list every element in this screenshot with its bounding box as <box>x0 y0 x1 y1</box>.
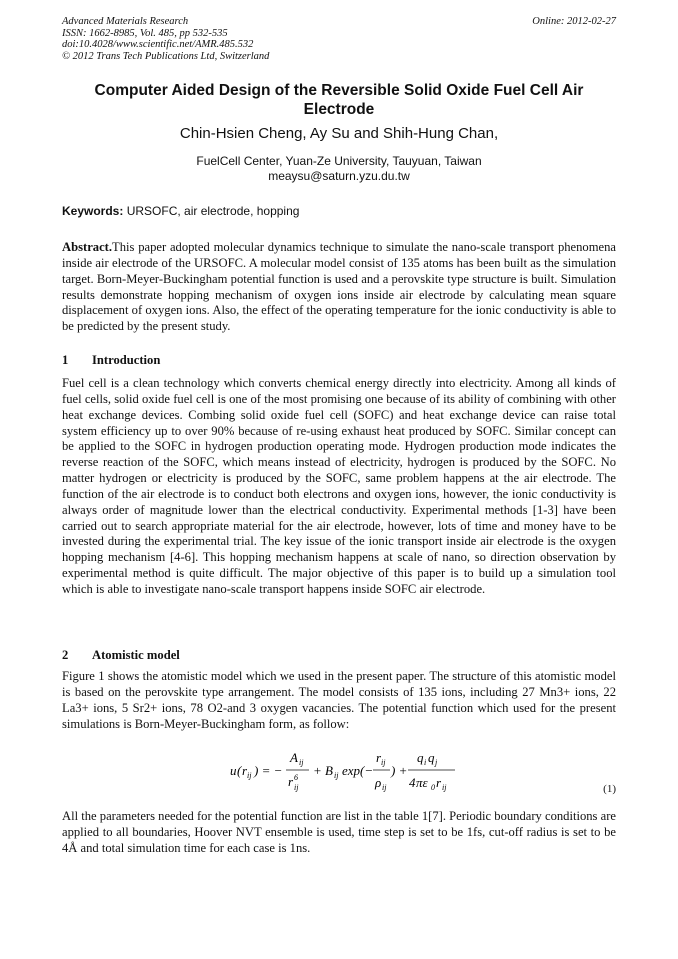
svg-text:ij: ij <box>442 783 447 792</box>
abstract-text: This paper adopted molecular dynamics technique to simulate the nano-scale transport phenomena inside air electrode of the URSOFC. A molecular model consist of 135 atoms has been built as the simulation target. Born-Meyer-Buckingham potential function is used and a perovskite type structure is built. Simulation results demonstrate hopping mechanism of oxygen ions inside air electrode by calculating mean square displacement of oxygen ions. Also, the effect of the operating temperature for the ionic conductivity is able to be predicted by the present study. <box>62 240 616 334</box>
section-title: Atomistic model <box>92 648 180 662</box>
paper-title: Computer Aided Design of the Reversible Solid Oxide Fuel Cell Air Electrode <box>94 82 584 118</box>
svg-text:ρ: ρ <box>375 775 382 790</box>
journal-header <box>62 16 616 62</box>
svg-text:r: r <box>242 763 248 778</box>
section-heading-introduction <box>62 353 160 368</box>
svg-text:q: q <box>428 750 435 765</box>
svg-text:ij: ij <box>381 758 386 767</box>
svg-text:+: + <box>313 763 322 778</box>
svg-text:r: r <box>376 750 382 765</box>
svg-text:ij: ij <box>334 771 339 780</box>
svg-text:B: B <box>325 763 333 778</box>
potential-equation <box>230 748 460 794</box>
introduction-body: Fuel cell is a clean technology which converts chemical energy directly into electricity. Among all kinds of fuel cells, solid oxide fuel cell is one of the most promising one because of its ability of combining with other heat exchange devices. Combing solid oxide fuel cell (SOFC) and heat exchange device can raise total system efficiency up to over 90% because of re-using exhaust heat produced by SOFC. Similar concept can be applied to the SOFC in hydrogen production operating mode. Hydrogen production mode indicates the reverse reaction of the SOFC, which means instead of electricity, hydrogen is produced by the SOFC. No matter hydrogen or electricity is produced by the SOFC, same problem happens at the air electrode. The function of the air electrode is to conduct both electrons and oxygen ions, however, the ionic conductivity is always order of magnitude lower than the electrical conductivity. Experimental methods [1-3] have been carried out to search appropriate material for the air electrode, however, lots of time and money have to be invested during the experimental trial. The key issue of the ionic transport inside air electrode is the oxygen hopping mechanism [4-6]. This hopping mechanism happens at scale of nano, so direction observation by experimental method is quite difficult. The major objective of this paper is to build up a simulation tool which is able to investigate nano-scale transport happens inside SOFC air electrode. <box>62 376 616 596</box>
section-number: 2 <box>62 648 69 662</box>
svg-text:0: 0 <box>431 783 435 792</box>
atomistic-model-body: Figure 1 shows the atomistic model which we used in the present paper. The structure of this atomistic model is based on the perovskite type arrangement. The model consists of 135 ions, including 27 Mn3+ ions, 22 La3+ ions, 5 Sr2+ ions, 78 O2-and 3 oxygen vacancies. The potential function which used for the present simulations is Born-Meyer-Buckingham form, as follow: <box>62 669 616 731</box>
keywords <box>62 204 616 219</box>
section-heading-atomistic-model <box>62 648 180 663</box>
svg-text:ij: ij <box>382 783 387 792</box>
svg-text:) +: ) + <box>391 763 408 778</box>
svg-text:r: r <box>288 774 294 789</box>
svg-text:ij: ij <box>299 758 304 767</box>
svg-text:i: i <box>424 758 427 767</box>
section-title: Introduction <box>92 353 161 367</box>
svg-text:u: u <box>230 763 237 778</box>
svg-text:(: ( <box>237 763 242 778</box>
online-date: Online: 2012-02-27 <box>532 16 616 27</box>
svg-text:πε: πε <box>416 775 428 790</box>
svg-text:4: 4 <box>409 775 416 790</box>
svg-text:q: q <box>417 750 424 765</box>
abstract <box>62 240 616 335</box>
author-email: meaysu@saturn.yzu.du.tw <box>268 169 410 183</box>
keywords-label: Keywords: <box>62 204 124 218</box>
simulation-parameters-paragraph: All the parameters needed for the potential function are list in the table 1[7]. Periodic boundary conditions are applied to all boundaries, Hoover NVT ensemble is used, time step is set to be 1fs, cut-off radius is set to be 4Å and total simulation time for each case is 1ns. <box>62 809 616 855</box>
section-number: 1 <box>62 353 69 367</box>
svg-text:6: 6 <box>294 773 298 782</box>
doi-line: doi:10.4028/www.scientific.net/AMR.485.532 <box>62 39 254 50</box>
equation-number: (1) <box>603 783 616 795</box>
affiliation-block <box>62 154 616 184</box>
svg-text:j: j <box>435 758 438 767</box>
svg-text:) = −: ) = − <box>254 763 283 778</box>
keywords-text: URSOFC, air electrode, hopping <box>123 204 300 218</box>
copyright-line: © 2012 Trans Tech Publications Ltd, Switzerland <box>62 50 270 62</box>
affiliation: FuelCell Center, Yuan-Ze University, Tauyuan, Taiwan <box>196 154 482 168</box>
author-list: Chin-Hsien Cheng, Ay Su and Shih-Hung Chan, <box>179 125 499 142</box>
svg-text:A: A <box>290 750 298 765</box>
svg-text:ij: ij <box>294 783 299 792</box>
svg-text:exp(−: exp(− <box>342 763 374 778</box>
issn-line: ISSN: 1662-8985, Vol. 485, pp 532-535 <box>62 27 228 39</box>
svg-text:ij: ij <box>247 771 252 780</box>
svg-text:r: r <box>436 775 442 790</box>
journal-name: Advanced Materials Research <box>62 16 189 27</box>
abstract-label: Abstract. <box>62 240 113 254</box>
